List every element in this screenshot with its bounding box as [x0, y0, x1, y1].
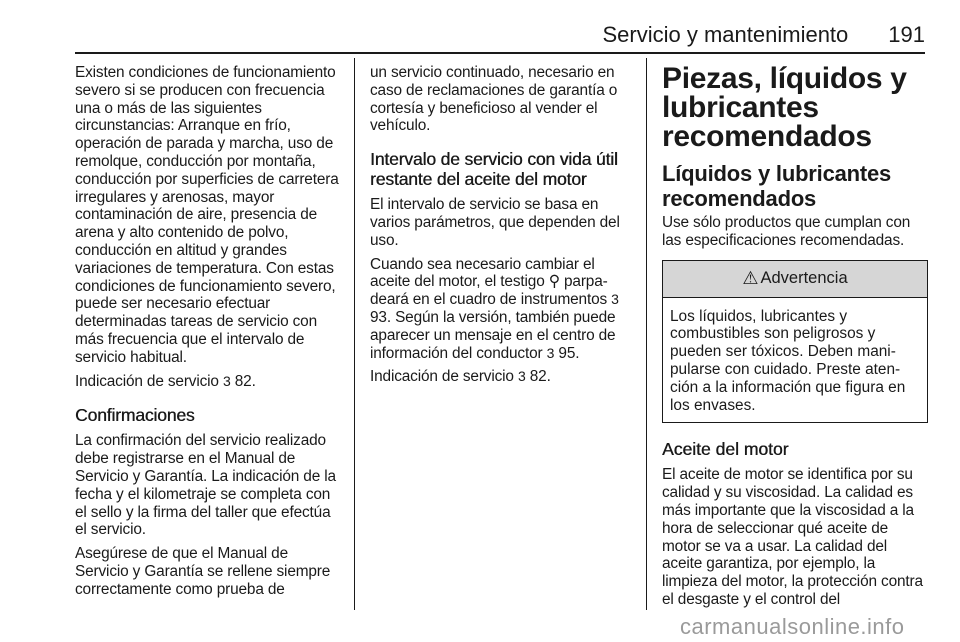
page-ref-icon: 3: [517, 368, 526, 385]
interval-basis-paragraph: El intervalo de servicio se basa en varios parámetros, que dependen del uso.: [370, 196, 620, 249]
chapter-heading: Piezas, líquidos y lubricantes recomendados: [662, 62, 907, 153]
column-2: [370, 64, 632, 392]
oil-life-heading: Intervalo de servicio con vida útil restante del aceite del motor: [370, 149, 618, 190]
oil-change-text-a: Cuando sea necesario cambiar el aceite del motor, el testigo: [370, 255, 595, 291]
service-indication-paragraph: [75, 373, 345, 391]
fluids-intro: Use sólo productos que cumplan con las especificaciones recomendadas.: [662, 214, 911, 249]
service-indication-ref: 82.: [234, 372, 256, 390]
service-indication-ref: 82.: [529, 368, 551, 386]
engine-oil-paragraph: El aceite de motor se identifica por su calidad y su viscosidad. La calidad es más importante que la viscosidad a la hora de seleccionar qué aceite de motor se va a usar. La calidad del aceite garantiza, por ejemplo, la limpieza del motor, la protección contra el desgaste y el control del: [662, 466, 923, 608]
oil-can-icon: ⚲: [548, 273, 560, 291]
column-divider-1: [354, 58, 355, 610]
engine-oil-heading: Aceite del motor: [662, 439, 789, 460]
header-rule: [75, 52, 925, 54]
manual-paragraph: Asegúrese de que el Manual de Servicio y Garantía se rellene siempre correctamente como prueba de: [75, 545, 331, 598]
column-3: [662, 64, 928, 615]
fluids-heading: Líquidos y lubricantes recomendados: [662, 161, 892, 211]
warning-header: [663, 261, 927, 298]
section-title: Servicio y mantenimiento: [602, 22, 849, 47]
page-ref-icon: 3: [546, 344, 555, 361]
service-indication-text: Indicación de servicio: [75, 372, 219, 390]
oil-change-paragraph: [370, 256, 632, 363]
continued-service-paragraph: un servicio continuado, necesario en caso de reclamaciones de garantía o cortesía y beneficioso al vender el vehículo.: [370, 64, 618, 135]
warning-box: [662, 260, 928, 424]
watermark: carmanualsonline.info: [680, 614, 905, 639]
warning-label: Advertencia: [760, 268, 848, 287]
column-1: [75, 64, 345, 605]
oil-change-ref-1: 93. Según la versión, también puede aparecer un mensaje en el centro de información del conductor: [370, 308, 616, 362]
column-divider-2: [646, 58, 647, 610]
page-ref-icon: 3: [611, 291, 619, 308]
severe-conditions-paragraph: Existen condiciones de funcionamiento severo si se producen con frecuencia una o más de las siguientes circunstancias: Arranque en frío, operación de parada y marcha, uso de remolque, conducción por montaña, conducción por superficies de carretera irregulares y arenosas, mayor contaminación de aire, presencia de arena y alto contenido de polvo, conducción en altitud y grandes variaciones de temperatura. Con estas condiciones de funcionamiento severo, puede ser necesario efectuar determinadas tareas de servicio con más frecuencia que el intervalo de servicio habitual.: [75, 64, 339, 366]
service-indication-text: Indicación de servicio: [370, 368, 514, 386]
warning-body: Los líquidos, lubricantes y combustibles son peligrosos y pueden ser tóxicos. Deben manipularse con cuidado. Preste atención a la información que figura en los envases.: [670, 307, 906, 414]
confirmation-paragraph: La confirmación del servicio realizado debe registrarse en el Manual de Servicio y Garantía. La indicación de la fecha y el kilometraje se completa con el sello y la firma del taller que efectúa el servicio.: [75, 432, 336, 539]
oil-change-ref-2: 95.: [558, 344, 580, 362]
page-ref-icon: 3: [222, 372, 231, 389]
confirmations-heading: Confirmaciones: [75, 405, 195, 426]
page-header: [75, 20, 925, 50]
service-indication-paragraph: [370, 368, 632, 386]
page-number: 191: [888, 22, 925, 47]
warning-triangle-icon: ⚠: [742, 267, 759, 288]
oil-change-text-b: parpadeará en el cuadro de instrumentos: [370, 273, 608, 309]
